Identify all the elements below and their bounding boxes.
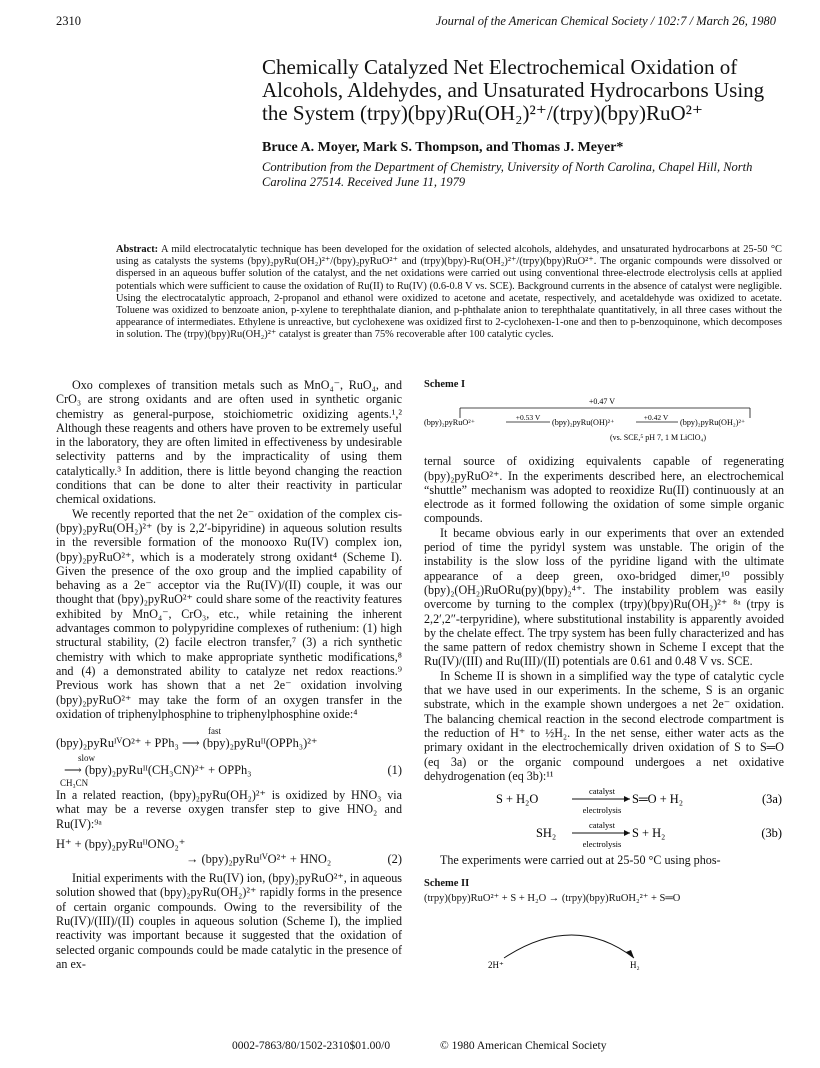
footer-code: 0002-7863/80/1502-2310$01.00/0 [232,1040,391,1052]
scheme-2 [424,877,784,973]
eq1-number: (1) [387,763,402,778]
left-paragraph-3: In a related reaction, (bpy)₂pyRu(OH₂)²⁺ is oxidized by HNO₃ via what may be a reverse oxygen transfer step to give HNO₂ and Ru(IV):⁹ᵃ [56,788,402,831]
eq1-fast-label: fast [208,726,221,737]
right-paragraph-1: ternal source of oxidizing equivalents capable of regenerating (bpy)₂pyRuO²⁺. In the experiments described here, an electrochemical “shuttle” mechanism was adopted to reoxidize Ru(II) continuously at an electrode as it formed following the oxidation of some simple organic compounds. [424,454,784,526]
scheme-2-title: Scheme II [424,878,470,890]
affiliation: Contribution from the Department of Chemistry, University of North Carolina, Chapel Hill, North Carolina 27514. Received June 11, 1979 [262,160,753,189]
equation-2 [56,837,402,867]
right-paragraph-2: It became obvious early in our experiments that over an extended period of time the pyridyl system was unstable. The origin of the instability is the slow loss of the pyridine ligand with the ultimate appearance of a deep green, oxo-bridged dimer,¹⁰ possibly (bpy)₂(OH₂)RuORu(py)(bpy)₂⁴⁺. The instability problem was easily overcome by turning to the complex (trpy)(bpy)Ru(OH₂)²⁺ ⁸ᵃ (trpy is 2,2′,2″-terpyridine), where substitutional instability is apparently avoided by the chelate effect. The trpy system has been fully characterized and has the same pattern of redox chemistry shown in Scheme I except that the Ru(IV)/(III) and Ru(III)/(II) potentials are 0.61 and 0.48 V vs. SCE. [424,525,784,669]
equation-1 [56,727,402,788]
right-paragraph-3: In Scheme II is shown in a simplified way the type of catalytic cycle that we have used in our experiments. In the scheme, S is an organic substrate, which in the example shown undergoes a net 2e⁻ oxidation. The balancing chemical reaction in the second electrode compartment is the reduction of H⁺ to ½H₂. In the net sense, either water acts as the primary oxidant in the electrochemically driven oxidation of S to S═O (eq 3a) or the organic compound undergoes a net oxidative dehydrogenation (eq 3b):¹¹ [424,668,784,783]
scheme-1-potential-1: +0.53 V [515,413,541,423]
scheme-1-diagram [424,392,784,448]
article-title: Chemically Catalyzed Net Electrochemical Oxidation of Alcohols, Aldehydes, and Unsaturated Hydrocarbons Using the System (trpy)(bpy)Ru(OH₂)²⁺/(trpy)(bpy)RuO²⁺ [262,55,765,125]
eq3b-catalyst-label: catalyst [589,820,615,831]
abstract-label: Abstract: [116,244,159,255]
page-number: 2310 [56,14,81,28]
left-column [56,378,402,971]
eq3a-catalyst-label: catalyst [589,786,615,797]
eq1-line2: ⟶ (bpy)₂pyRuᴵᴵ(CH₃CN)²⁺ + OPPh₃ [64,763,252,778]
left-paragraph-2: We recently reported that the net 2e⁻ oxidation of the complex cis-(bpy)₂pyRu(OH₂)²⁺ (by is 2,2′-bipyridine) in aqueous solution results in the reversible formation of the monooxo Ru(IV) complex ion, (bpy)₂pyRuO²⁺, which is a moderately strong oxidant⁴ (Scheme I). Given the presence of the oxo group and the implied capability of behaving as a 2e⁻ acceptor via the Ru(IV)/(II) couple, it was our thought that (bpy)₂pyRuO²⁺ could share some of the reactivity features exhibited by MnO₄⁻, CrO₃, etc., while retaining the inherent advantages common to polypyridine complexes of ruthenium: (1) high structural stability, (2) facile electron transfer,⁷ (3) a rich synthetic chemistry with which to make appropriate synthetic modifications,⁸ and (4) a demonstrated ability to catalyze net redox reactions.⁹ Previous work has shown that a net 2e⁻ oxidation involving (bpy)₂pyRuO²⁺ may take the form of an oxygen transfer in the oxidation of triphenylphosphine to triphenylphosphine oxide:⁴ [56,506,402,721]
eq1-solvent: CH₃CN [60,778,89,789]
scheme-1-left-species: (bpy)₂pyRuO²⁺ [424,418,476,428]
scheme-1-title: Scheme I [424,379,466,390]
scheme-1-top-potential: +0.47 V [588,397,616,407]
abstract-text: A mild electrocatalytic technique has been developed for the oxidation of selected alcohols, aldehydes, and unsaturated hydrocarbons at 25-50 °C using as catalysts the systems (bpy)₂pyRu(OH₂)²⁺/(bpy)₂pyRuO²⁺ and (trpy)(bpy)-Ru(OH₂)²⁺/(trpy)(bpy)RuO²⁺. The organic compounds were dissolved or dispersed in an aqueous buffer solution of the catalyst, and the net oxidations were carried out using conventional three-electrode electrolysis cells at applied potentials which were sufficient to cause the oxidation of Ru(II) to Ru(IV) (0.6-0.8 V vs. SCE). Background currents in the absence of catalyst were negligible. Using the electrocatalytic approach, 2-propanol and ethanol were oxidized to acetone and acetate, respectively, and acetaldehyde was oxidized to acetate. Toluene was oxidized to benzoate anion, p-xylene to terephthalate dianion, and p-phthalate anion to terephthalate quantitatively, in all three cases without the appearance of intermediates. Ethylene is unreactive, but cyclohexene was oxidized first to 2-cyclohexen-1-one and then to p-benzoquinone, which decomposes in solution. The (trpy)(bpy)Ru(OH₂)²⁺ catalyst is greater than 75% recoverable after 100 catalytic cycles. [116,244,782,341]
scheme-2-equation: (trpy)(bpy)RuO²⁺ + S + H₂O → (trpy)(bpy)RuOH₂²⁺ + S═O [424,892,681,904]
eq1-slow-label: slow [78,753,96,764]
eq3b-left: SH₂ [536,826,557,841]
scheme-2-h2: H₂ [630,960,640,971]
eq1-line1: (bpy)₂pyRuᴵⱽO²⁺ + PPh₃ ⟶ (bpy)₂pyRuᴵᴵ(OPPh₃)²⁺ [56,736,318,751]
scheme-1-conditions: (vs. SCE,⁵ pH 7, 1 M LiClO₄) [609,433,706,443]
eq3a-left: S + H₂O [496,792,539,807]
footer-copyright: © 1980 American Chemical Society [440,1040,607,1052]
eq3a-arrow-head [624,796,630,802]
equation-3a [424,785,784,819]
eq3a-electrolysis-label: electrolysis [582,805,622,816]
scheme-2-curved-arrow [504,935,634,958]
scheme-2-h-plus: 2H⁺ [488,960,504,971]
scheme-1-mid-species: (bpy)₂pyRu(OH)²⁺ [552,418,615,428]
eq3b-arrow-head [624,830,630,836]
eq3b-diagram [424,819,784,853]
left-paragraph-1: Oxo complexes of transition metals such as MnO₄⁻, RuO₄, and CrO₃ are strong oxidants and are often used in synthetic organic chemistry as general-purpose, stoichiometric oxidizing agents.¹,² Although these reagents and others have proven to be extremely useful in the laboratory, they are often limited in effectiveness by undesirable selectivity patterns and by the impracticality of using them catalytically.³ In addition, there is little beyond changing the reaction conditions that can be done to alter their reactivity in particular chemical oxidations. [56,378,402,507]
authors: Bruce A. Moyer, Mark S. Thompson, and Thomas J. Meyer* [262,140,624,155]
right-paragraph-4: The experiments were carried out at 25-50 °C using phos- [440,853,721,868]
eq2-line2: → (bpy)₂pyRuᴵⱽO²⁺ + HNO₂ [186,852,332,867]
scheme-2-arrow-head [626,950,634,958]
right-column [424,378,784,973]
left-paragraph-4: Initial experiments with the Ru(IV) ion, (bpy)₂pyRuO²⁺, in aqueous solution showed that (bpy)₂pyRu(OH₂)²⁺ rapidly forms in the presence of certain organic compounds. Owing to the reversibility of the Ru(IV)/(III)/(II) couples in aqueous solution (Scheme I), the implied reactivity was important because it suggested that the oxidation of selected organic compounds could be made catalytic in the presence of an ex- [56,871,402,971]
scheme-1-right-species: (bpy)₂pyRu(OH₂)²⁺ [680,418,746,428]
eq3b-electrolysis-label: electrolysis [582,839,622,850]
eq3b-number: (3b) [761,826,782,841]
eq2-number: (2) [387,852,402,867]
eq3a-right: S═O + H₂ [632,792,684,807]
eq2-line1: H⁺ + (bpy)₂pyRuᴵᴵONO₂⁺ [56,837,186,852]
abstract [116,244,782,342]
eq3b-right: S + H₂ [632,826,666,841]
equation-3b [424,819,784,853]
scheme-2-diagram [424,906,784,970]
scheme-1 [424,392,784,448]
journal-header: Journal of the American Chemical Society / 102:7 / March 26, 1980 [435,14,776,28]
eq3a-diagram [424,785,784,819]
eq3a-number: (3a) [762,792,782,807]
scheme-1-potential-2: +0.42 V [643,413,669,423]
